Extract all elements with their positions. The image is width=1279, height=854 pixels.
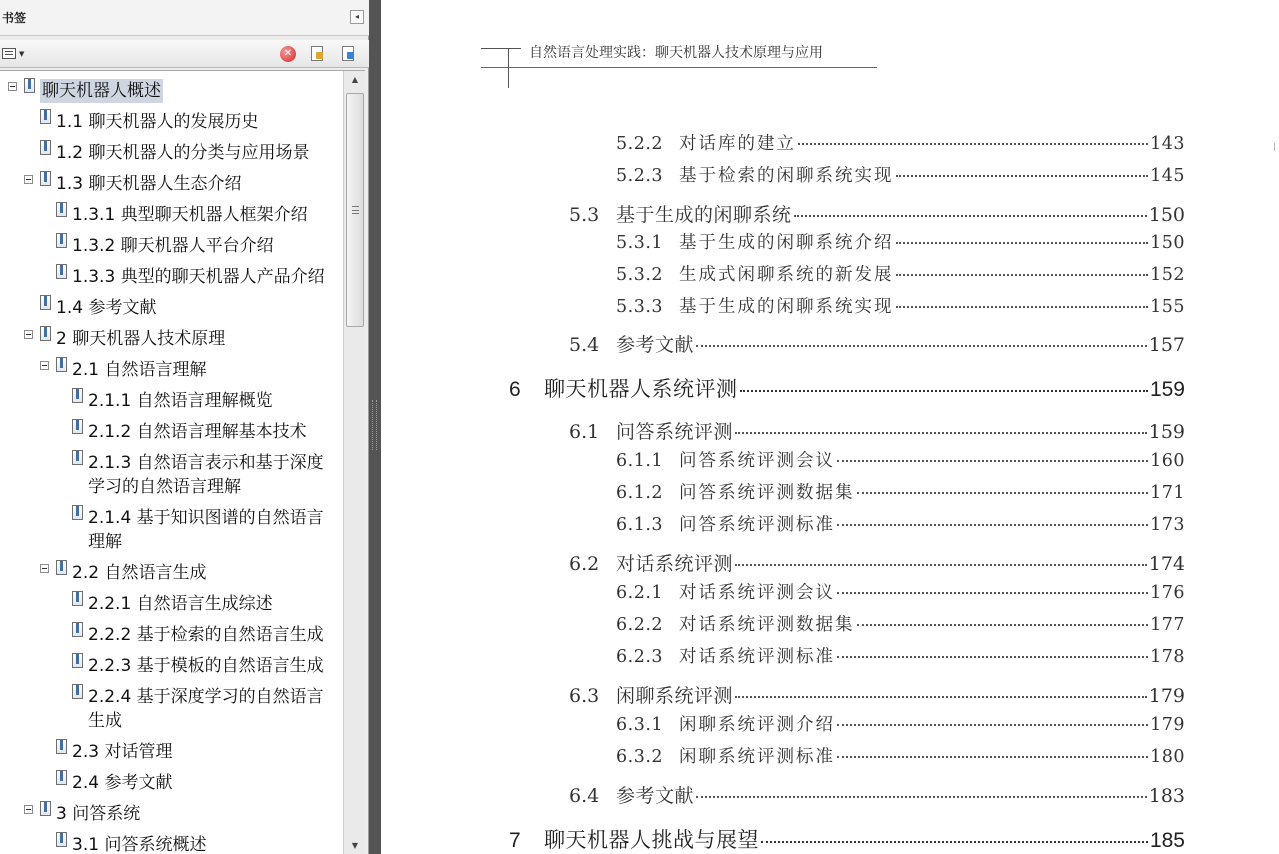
toc-number: 6.1.1: [616, 451, 664, 471]
bookmark-item[interactable]: [0, 502, 343, 552]
toc-leader-dots: [896, 175, 1149, 177]
toc-number: 6.3: [569, 685, 600, 707]
toc-entry[interactable]: [569, 417, 1185, 444]
toc-entry[interactable]: [616, 611, 1185, 636]
toc-page-number: 160: [1150, 451, 1185, 471]
bookmark-icon: [56, 770, 67, 785]
toc-entry[interactable]: [509, 373, 1185, 403]
toc-leader-dots: [696, 796, 1147, 798]
toc-leader-dots: [798, 143, 1148, 145]
bookmark-item[interactable]: [0, 323, 343, 354]
toc-title: 对话系统评测数据集: [679, 615, 855, 635]
bookmark-item[interactable]: [0, 681, 343, 731]
toc-title: 基于生成的闲聊系统: [616, 204, 792, 226]
toc-title: 闲聊系统评测标准: [679, 747, 835, 767]
bookmark-icon: [72, 388, 83, 403]
toc-page-number: 171: [1150, 483, 1185, 503]
collapse-toggle-icon[interactable]: [24, 330, 33, 339]
bookmark-item[interactable]: [0, 261, 343, 292]
toc-entry[interactable]: [569, 330, 1185, 357]
toc-leader-dots: [857, 624, 1149, 626]
panel-header: [0, 0, 369, 36]
bookmark-item[interactable]: [0, 137, 343, 168]
bookmark-item[interactable]: [0, 557, 343, 588]
bookmark-tree-container: [0, 70, 365, 854]
toc-entry[interactable]: [616, 261, 1185, 286]
options-menu-button[interactable]: [2, 46, 26, 62]
toc-title: 问答系统评测标准: [679, 515, 835, 535]
toc-leader-dots: [837, 460, 1148, 462]
collapse-toggle-icon[interactable]: [24, 175, 33, 184]
splitter-grip-icon: [372, 400, 377, 450]
bookmarks-panel: [0, 0, 369, 854]
bookmark-label: 2.2.1 自然语言生成综述: [88, 594, 273, 614]
bookmark-label: 聊天机器人概述: [42, 81, 161, 101]
toc-title: 闲聊系统评测: [616, 685, 734, 707]
toc-title: 基于生成的闲聊系统介绍: [679, 233, 894, 253]
expand-bookmark-button[interactable]: [339, 45, 357, 63]
toc-leader-dots: [735, 696, 1147, 698]
delete-bookmark-icon: ✕: [280, 46, 296, 62]
bookmark-icon: [72, 450, 83, 465]
bookmark-item[interactable]: [0, 736, 343, 767]
bookmark-label: 2.1.1 自然语言理解概览: [88, 391, 273, 411]
toc-page-number: 178: [1150, 647, 1185, 667]
bookmark-icon: [72, 505, 83, 520]
toc-title: 参考文献: [616, 334, 695, 356]
toc-leader-dots: [740, 390, 1148, 392]
collapse-toggle-icon[interactable]: [40, 361, 49, 370]
bookmark-icon: [72, 684, 83, 699]
bookmark-label: 1.3.2 聊天机器人平台介绍: [72, 236, 274, 256]
toc-entry[interactable]: [569, 781, 1185, 808]
bookmark-item[interactable]: [0, 588, 343, 619]
bookmark-label: 1.3 聊天机器人生态介绍: [56, 174, 242, 194]
bookmark-item[interactable]: [0, 168, 343, 199]
toc-entry[interactable]: [616, 229, 1185, 254]
toc-entry[interactable]: [569, 681, 1185, 708]
toc-title: 问答系统评测数据集: [679, 483, 855, 503]
bookmark-tree: [0, 71, 343, 854]
new-bookmark-icon: [311, 46, 323, 61]
toc-page-number: 143: [1150, 134, 1185, 154]
bookmark-label: 1.3.1 典型聊天机器人框架介绍: [72, 205, 308, 225]
toc-entry[interactable]: [569, 200, 1185, 227]
toc-page-number: 179: [1150, 715, 1185, 735]
expand-bookmark-icon: [342, 46, 354, 61]
toc-number: 6.1.3: [616, 515, 664, 535]
bookmark-scrollbar[interactable]: [343, 71, 365, 854]
toc-page-number: 159: [1149, 378, 1185, 401]
bookmark-icon: [72, 419, 83, 434]
toc-entry[interactable]: [569, 549, 1185, 576]
toc-leader-dots: [896, 242, 1149, 244]
toc-number: 5.3.3: [616, 297, 664, 317]
toc-number: 5.2.3: [616, 166, 664, 186]
bookmark-label: 3.1 问答系统概述: [72, 835, 207, 854]
toc-number: 5.3: [569, 204, 600, 226]
toc-entry[interactable]: [616, 130, 1185, 155]
new-bookmark-button[interactable]: [308, 45, 326, 63]
toc-leader-dots: [857, 492, 1149, 494]
toc-title: 聊天机器人系统评测: [544, 377, 738, 401]
bookmark-item[interactable]: [0, 798, 343, 829]
toc-page-number: 180: [1150, 747, 1185, 767]
toc-number: 6.3.1: [616, 715, 664, 735]
toc-leader-dots: [837, 656, 1148, 658]
bookmark-icon: [56, 233, 67, 248]
toc-entry[interactable]: [616, 447, 1185, 472]
toc-title: 对话系统评测: [616, 553, 734, 575]
bookmark-icon: [72, 591, 83, 606]
bookmark-label: 2.1.4 基于知识图谱的自然语言理解: [88, 508, 324, 552]
toc-page-number: 176: [1150, 583, 1185, 603]
toc-leader-dots: [837, 592, 1148, 594]
toc-title: 问答系统评测会议: [679, 451, 835, 471]
bookmark-icon: [56, 202, 67, 217]
bookmark-label: 2.2.4 基于深度学习的自然语言生成: [88, 687, 324, 731]
toc-number: 6.3.2: [616, 747, 664, 767]
toc-page-number: 177: [1150, 615, 1185, 635]
toc-number: 5.2.2: [616, 134, 664, 154]
bookmark-item[interactable]: [0, 75, 343, 106]
bookmark-item[interactable]: [0, 829, 343, 854]
toc-number: 7: [509, 829, 521, 852]
collapse-panel-button[interactable]: ◂: [350, 10, 364, 24]
bookmark-label: 2.2 自然语言生成: [72, 563, 207, 583]
bookmark-item[interactable]: [0, 619, 343, 650]
bookmark-item[interactable]: [0, 385, 343, 416]
collapse-toggle-icon[interactable]: [40, 564, 49, 573]
toc-number: 5.4: [569, 334, 600, 356]
delete-bookmark-button[interactable]: [279, 45, 297, 63]
toc-number: 5.3.2: [616, 265, 664, 285]
toc-title: 聊天机器人挑战与展望: [544, 828, 759, 852]
toc-leader-dots: [696, 345, 1147, 347]
document-page: [381, 0, 1279, 854]
toc-leader-dots: [837, 524, 1148, 526]
toc-entry[interactable]: [616, 743, 1185, 768]
bookmark-label: 2.1.3 自然语言表示和基于深度学习的自然语言理解: [88, 453, 324, 497]
toc-page-number: 174: [1148, 553, 1185, 575]
bookmark-icon: [72, 653, 83, 668]
toc-number: 6.1.2: [616, 483, 664, 503]
toc-leader-dots: [761, 841, 1148, 843]
toc-entry[interactable]: [616, 162, 1185, 187]
toc-number: 6.4: [569, 785, 600, 807]
running-head: 自然语言处理实践：聊天机器人技术原理与应用: [529, 45, 823, 61]
toc-number: 6.2: [569, 553, 600, 575]
scroll-thumb[interactable]: [346, 93, 364, 327]
toc-page-number: 185: [1149, 829, 1185, 852]
toc-title: 生成式闲聊系统的新发展: [679, 265, 894, 285]
bookmark-icon: [56, 264, 67, 279]
bookmark-label: 2.1 自然语言理解: [72, 360, 207, 380]
bookmark-item[interactable]: [0, 447, 343, 497]
toc-entry[interactable]: [509, 824, 1185, 854]
toc-title: 问答系统评测: [616, 421, 734, 443]
toc-title: 基于检索的闲聊系统实现: [679, 166, 894, 186]
bookmark-icon: [56, 739, 67, 754]
toc-leader-dots: [735, 432, 1147, 434]
bookmark-icon: [56, 560, 67, 575]
toc-leader-dots: [896, 274, 1149, 276]
bookmark-icon: [24, 78, 35, 93]
bookmark-icon: [56, 357, 67, 372]
bookmark-label: 1.3.3 典型的聊天机器人产品介绍: [72, 267, 325, 287]
bookmark-label: 1.4 参考文献: [56, 298, 157, 318]
scroll-up-button[interactable]: ▲: [351, 75, 359, 84]
bookmarks-toolbar: [0, 40, 369, 68]
toc-page-number: 150: [1150, 233, 1185, 253]
bookmark-label: 2.4 参考文献: [72, 773, 173, 793]
options-menu-icon: [2, 48, 16, 59]
bookmark-item[interactable]: [0, 767, 343, 798]
bookmark-icon: [40, 109, 51, 124]
bookmark-label: 2.2.3 基于模板的自然语言生成: [88, 656, 324, 676]
toc-leader-dots: [837, 756, 1148, 758]
bookmark-icon: [72, 622, 83, 637]
toc-page-number: 150: [1148, 204, 1185, 226]
page-edge-mark: [1274, 143, 1277, 151]
toc-page-number: 155: [1150, 297, 1185, 317]
toc-page-number: 179: [1148, 685, 1185, 707]
toc-entry[interactable]: [616, 511, 1185, 536]
header-rule: [481, 67, 877, 68]
bookmark-label: 2.3 对话管理: [72, 742, 173, 762]
bookmark-label: 2.1.2 自然语言理解基本技术: [88, 422, 307, 442]
bookmark-label: 3 问答系统: [56, 804, 141, 824]
bookmark-item[interactable]: [0, 230, 343, 261]
toc-number: 6.2.1: [616, 583, 664, 603]
bookmark-label: 1.1 聊天机器人的发展历史: [56, 112, 259, 132]
toc-page-number: 159: [1148, 421, 1185, 443]
toc-page-number: 152: [1150, 265, 1185, 285]
toc-entry[interactable]: [616, 711, 1185, 736]
toc-page-number: 173: [1150, 515, 1185, 535]
toc-entry[interactable]: [616, 579, 1185, 604]
toc-title: 对话系统评测标准: [679, 647, 835, 667]
toc-entry[interactable]: [616, 293, 1185, 318]
bookmark-item[interactable]: [0, 292, 343, 323]
bookmark-icon: [40, 801, 51, 816]
bookmark-label: 1.2 聊天机器人的分类与应用场景: [56, 143, 310, 163]
toc-title: 参考文献: [616, 785, 695, 807]
bookmark-item[interactable]: [0, 650, 343, 681]
bookmark-item[interactable]: [0, 106, 343, 137]
toc-number: 6.2.3: [616, 647, 664, 667]
toc-number: 6.2.2: [616, 615, 664, 635]
bookmark-icon: [40, 295, 51, 310]
panel-splitter[interactable]: [369, 0, 381, 854]
bookmark-item[interactable]: [0, 199, 343, 230]
toc-title: 对话库的建立: [679, 134, 796, 154]
header-mark: [481, 48, 521, 49]
toc-title: 基于生成的闲聊系统实现: [679, 297, 894, 317]
bookmark-label: 2 聊天机器人技术原理: [56, 329, 226, 349]
toc-title: 闲聊系统评测介绍: [679, 715, 835, 735]
toc-leader-dots: [735, 564, 1147, 566]
grip-icon: [352, 206, 359, 214]
toc-page-number: 145: [1150, 166, 1185, 186]
bookmark-icon: [56, 832, 67, 847]
toc-leader-dots: [794, 215, 1147, 217]
toc-number: 5.3.1: [616, 233, 664, 253]
bookmark-item[interactable]: [0, 354, 343, 385]
toc-number: 6.1: [569, 421, 600, 443]
toc-leader-dots: [896, 306, 1149, 308]
toc-page-number: 183: [1148, 785, 1185, 807]
toc-entry[interactable]: [616, 643, 1185, 668]
toc-page-number: 157: [1148, 334, 1185, 356]
bookmark-icon: [40, 326, 51, 341]
header-mark: [508, 48, 509, 88]
collapse-toggle-icon[interactable]: [24, 805, 33, 814]
collapse-toggle-icon[interactable]: [8, 82, 17, 91]
toc-entry[interactable]: [616, 479, 1185, 504]
bookmark-label: 2.2.2 基于检索的自然语言生成: [88, 625, 324, 645]
bookmark-icon: [40, 140, 51, 155]
panel-title: 书签: [2, 11, 27, 25]
toc-leader-dots: [837, 724, 1148, 726]
chevron-down-icon: ▼: [19, 50, 25, 58]
bookmark-item[interactable]: [0, 416, 343, 447]
toc-number: 6: [509, 378, 521, 401]
bookmark-icon: [40, 171, 51, 186]
scroll-down-button[interactable]: ▼: [351, 841, 359, 850]
toc-title: 对话系统评测会议: [679, 583, 835, 603]
